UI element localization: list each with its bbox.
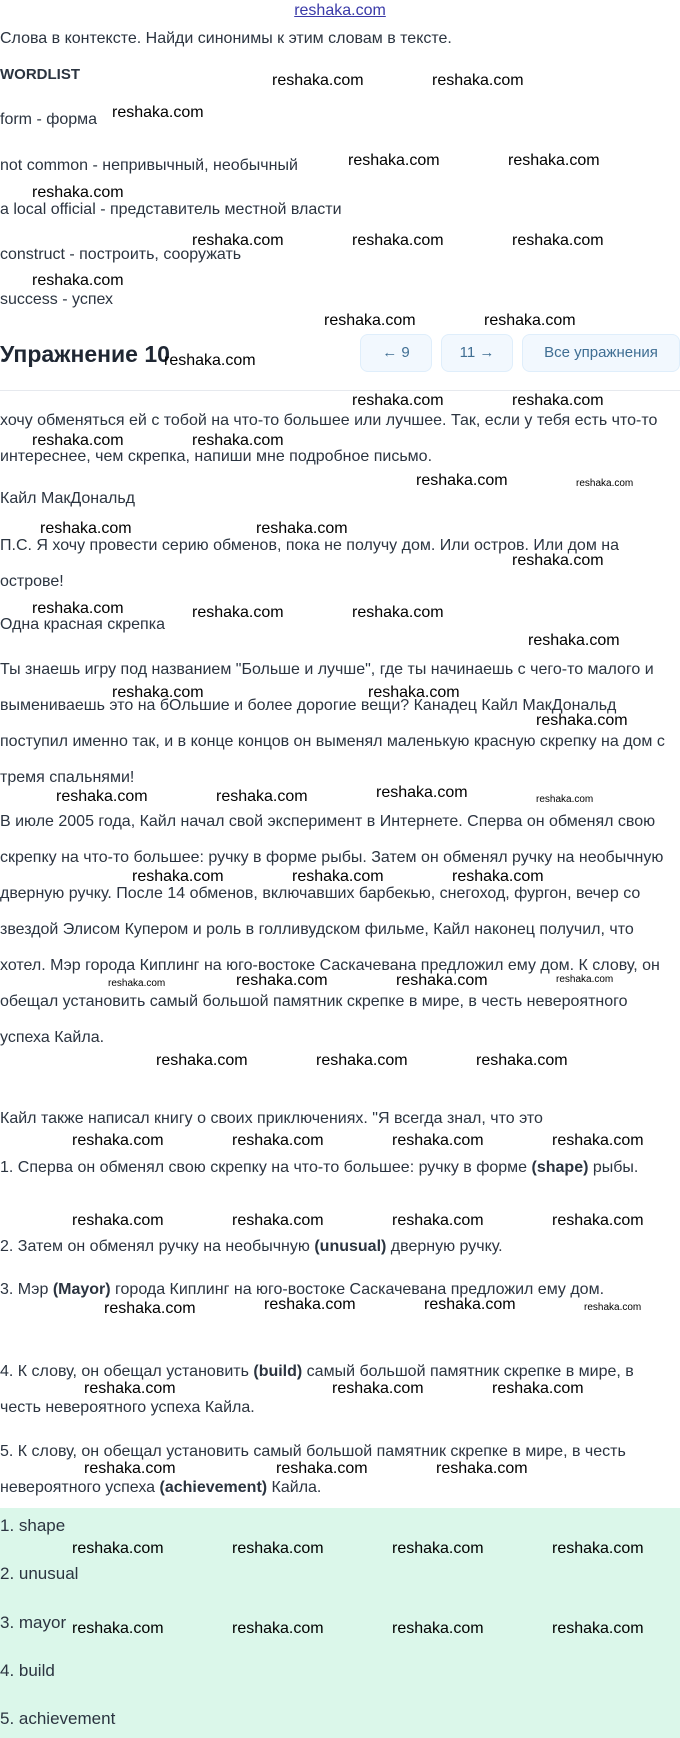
watermark: reshaka.com: [32, 184, 124, 201]
wordlist-title: WORDLIST: [0, 66, 80, 83]
sentence-keyword: (unusual): [314, 1238, 387, 1255]
watermark: reshaka.com: [256, 520, 348, 537]
watermark: reshaka.com: [56, 788, 148, 805]
watermark: reshaka.com: [276, 1460, 368, 1477]
ps-text: П.С. Я хочу провести серию обменов, пока не получу дом. Или остров. Или дом на острове!: [0, 537, 619, 590]
sentence-keyword: (shape): [531, 1159, 589, 1176]
watermark: reshaka.com: [512, 392, 604, 409]
watermark: reshaka.com: [512, 232, 604, 249]
wordlist-item: form - форма: [0, 111, 98, 128]
sentence-keyword: (achievement): [159, 1479, 268, 1496]
watermark: reshaka.com: [436, 1460, 528, 1477]
intro-text: Слова в контексте. Найди синонимы к этим словам в тексте.: [0, 30, 452, 47]
watermark: reshaka.com: [104, 1300, 196, 1317]
watermark: reshaka.com: [192, 432, 284, 449]
wordlist-item: construct - построить, сооружать: [0, 246, 242, 263]
watermark: reshaka.com: [272, 72, 364, 89]
watermark: reshaka.com: [352, 232, 444, 249]
watermark: reshaka.com: [156, 1052, 248, 1069]
watermark: reshaka.com: [556, 974, 614, 985]
watermark: reshaka.com: [32, 272, 124, 289]
watermark: reshaka.com: [232, 1132, 324, 1149]
watermark: reshaka.com: [552, 1212, 644, 1229]
sentence-text: 2. Затем он обменял ручку на необычную: [0, 1238, 315, 1255]
next-exercise-label: 11: [459, 344, 476, 361]
arrow-left-icon: ←: [382, 344, 398, 361]
exercise-header: [0, 330, 680, 391]
watermark: reshaka.com: [232, 1212, 324, 1229]
watermark: reshaka.com: [72, 1620, 164, 1637]
sentence-text: дверную ручку.: [386, 1238, 503, 1255]
watermark: reshaka.com: [492, 1380, 584, 1397]
watermark: reshaka.com: [452, 868, 544, 885]
watermark: reshaka.com: [512, 552, 604, 569]
watermark: reshaka.com: [236, 972, 328, 989]
watermark: reshaka.com: [476, 1052, 568, 1069]
answer-item: 1. shape: [0, 1516, 66, 1535]
letter-end-text: хочу обменяться ей с тобой на что-то большее или лучшее. Так, если у тебя есть что-то интереснее, чем скрепка, напиши мне подробное письмо.: [0, 412, 658, 465]
watermark: reshaka.com: [536, 712, 628, 729]
watermark: reshaka.com: [576, 478, 634, 489]
watermark: reshaka.com: [484, 312, 576, 329]
sentence-text: 5. К слову, он обещал установить самый большой памятник скрепке в мире, в честь невероятного успеха: [0, 1443, 626, 1496]
wordlist-item: a local official - представитель местной власти: [0, 201, 342, 218]
watermark: reshaka.com: [112, 684, 204, 701]
watermark: reshaka.com: [112, 104, 204, 121]
all-exercises-button[interactable]: Все упражнения: [522, 334, 680, 372]
article-paragraph: Ты знаешь игру под названием "Больше и лучше", где ты начинаешь с чего-то малого и вымениваешь это на бОльшие и более дорогие вещи? Канадец Кайл МакДональд поступил именно так, и в конце концов он выменял маленькую красную скрепку на дом с тремя спальнями!: [0, 661, 665, 786]
watermark: reshaka.com: [416, 472, 508, 489]
watermark: reshaka.com: [32, 600, 124, 617]
answer-item: 3. mayor: [0, 1613, 67, 1632]
sentence: [0, 1236, 668, 1258]
sentence-text: города Киплинг на юго-востоке Саскачевана предложил ему дом.: [110, 1281, 605, 1298]
article-paragraph: В июле 2005 года, Кайл начал свой эксперимент в Интернете. Сперва он обменял свою скрепку на что-то большее: ручку в форме рыбы. Затем он обменял ручку на необычную дверную ручку. После 14 обменов, включавших барбекью, снегоход, фургон, вечер со звездой Элисом Купером и роль в голливудском фильме, Кайл наконец получил, что хотел. Мэр города Киплинг на юго-востоке Саскачевана предложил ему дом. К слову, он обещал установить самый большой памятник скрепке в мире, в честь невероятного успеха Кайла.: [0, 813, 664, 1046]
watermark: reshaka.com: [396, 972, 488, 989]
prev-exercise-button[interactable]: [360, 334, 432, 372]
watermark: reshaka.com: [332, 1380, 424, 1397]
watermark: reshaka.com: [40, 520, 132, 537]
watermark: reshaka.com: [232, 1620, 324, 1637]
watermark: reshaka.com: [32, 432, 124, 449]
watermark: reshaka.com: [508, 152, 600, 169]
watermark: reshaka.com: [392, 1212, 484, 1229]
answer-item: 4. build: [0, 1661, 55, 1680]
watermark: reshaka.com: [72, 1540, 164, 1557]
answer-item: 5. achievement: [0, 1709, 116, 1728]
sentence: [0, 1150, 668, 1186]
watermark: reshaka.com: [376, 784, 468, 801]
watermark: reshaka.com: [392, 1540, 484, 1557]
watermark: reshaka.com: [584, 1302, 642, 1313]
watermark: reshaka.com: [84, 1380, 176, 1397]
site-link[interactable]: reshaka.com: [294, 2, 386, 19]
next-exercise-button[interactable]: [441, 334, 513, 372]
watermark: reshaka.com: [348, 152, 440, 169]
sentence-text: 4. К слову, он обещал установить: [0, 1363, 254, 1380]
watermark: reshaka.com: [232, 1540, 324, 1557]
watermark: reshaka.com: [552, 1620, 644, 1637]
watermark: reshaka.com: [292, 868, 384, 885]
watermark: reshaka.com: [84, 1460, 176, 1477]
watermark: reshaka.com: [264, 1296, 356, 1313]
sentence-keyword: (Mayor): [52, 1281, 111, 1298]
watermark: reshaka.com: [216, 788, 308, 805]
watermark: reshaka.com: [528, 632, 620, 649]
watermark: reshaka.com: [164, 352, 256, 369]
wordlist-item: not common - непривычный, необычный: [0, 157, 298, 174]
watermark: reshaka.com: [552, 1132, 644, 1149]
answer-item: 2. unusual: [0, 1564, 79, 1583]
watermark: reshaka.com: [192, 604, 284, 621]
watermark: reshaka.com: [352, 392, 444, 409]
watermark: reshaka.com: [324, 312, 416, 329]
prev-exercise-label: 9: [401, 344, 410, 361]
watermark: reshaka.com: [132, 868, 224, 885]
watermark: reshaka.com: [352, 604, 444, 621]
watermark: reshaka.com: [392, 1132, 484, 1149]
watermark: reshaka.com: [392, 1620, 484, 1637]
sentence-text: рыбы.: [588, 1159, 639, 1176]
watermark: reshaka.com: [72, 1212, 164, 1229]
sentence-text: 3. Мэр: [0, 1281, 53, 1298]
sentence-text: 1. Сперва он обменял свою скрепку на что-то большее: ручку в форме: [0, 1159, 532, 1176]
arrow-right-icon: →: [479, 344, 495, 361]
article-paragraph: Кайл также написал книгу о своих приключениях. "Я всегда знал, что это: [0, 1110, 543, 1127]
wordlist-item: success - успех: [0, 291, 114, 308]
sentence-text: самый большой памятник скрепке в мире, в честь невероятного успеха Кайла.: [0, 1363, 634, 1416]
watermark: reshaka.com: [368, 684, 460, 701]
watermark: reshaka.com: [536, 794, 594, 805]
sentence-keyword: (build): [253, 1363, 303, 1380]
watermark: reshaka.com: [552, 1540, 644, 1557]
signature-text: Кайл МакДональд: [0, 490, 135, 507]
watermark: reshaka.com: [108, 978, 166, 989]
article-title: Одна красная скрепка: [0, 616, 165, 633]
sentence-text: Кайла.: [267, 1479, 322, 1496]
watermark: reshaka.com: [72, 1132, 164, 1149]
watermark: reshaka.com: [316, 1052, 408, 1069]
watermark: reshaka.com: [192, 232, 284, 249]
exercise-title: Упражнение 10: [0, 341, 170, 367]
watermark: reshaka.com: [432, 72, 524, 89]
watermark: reshaka.com: [424, 1296, 516, 1313]
